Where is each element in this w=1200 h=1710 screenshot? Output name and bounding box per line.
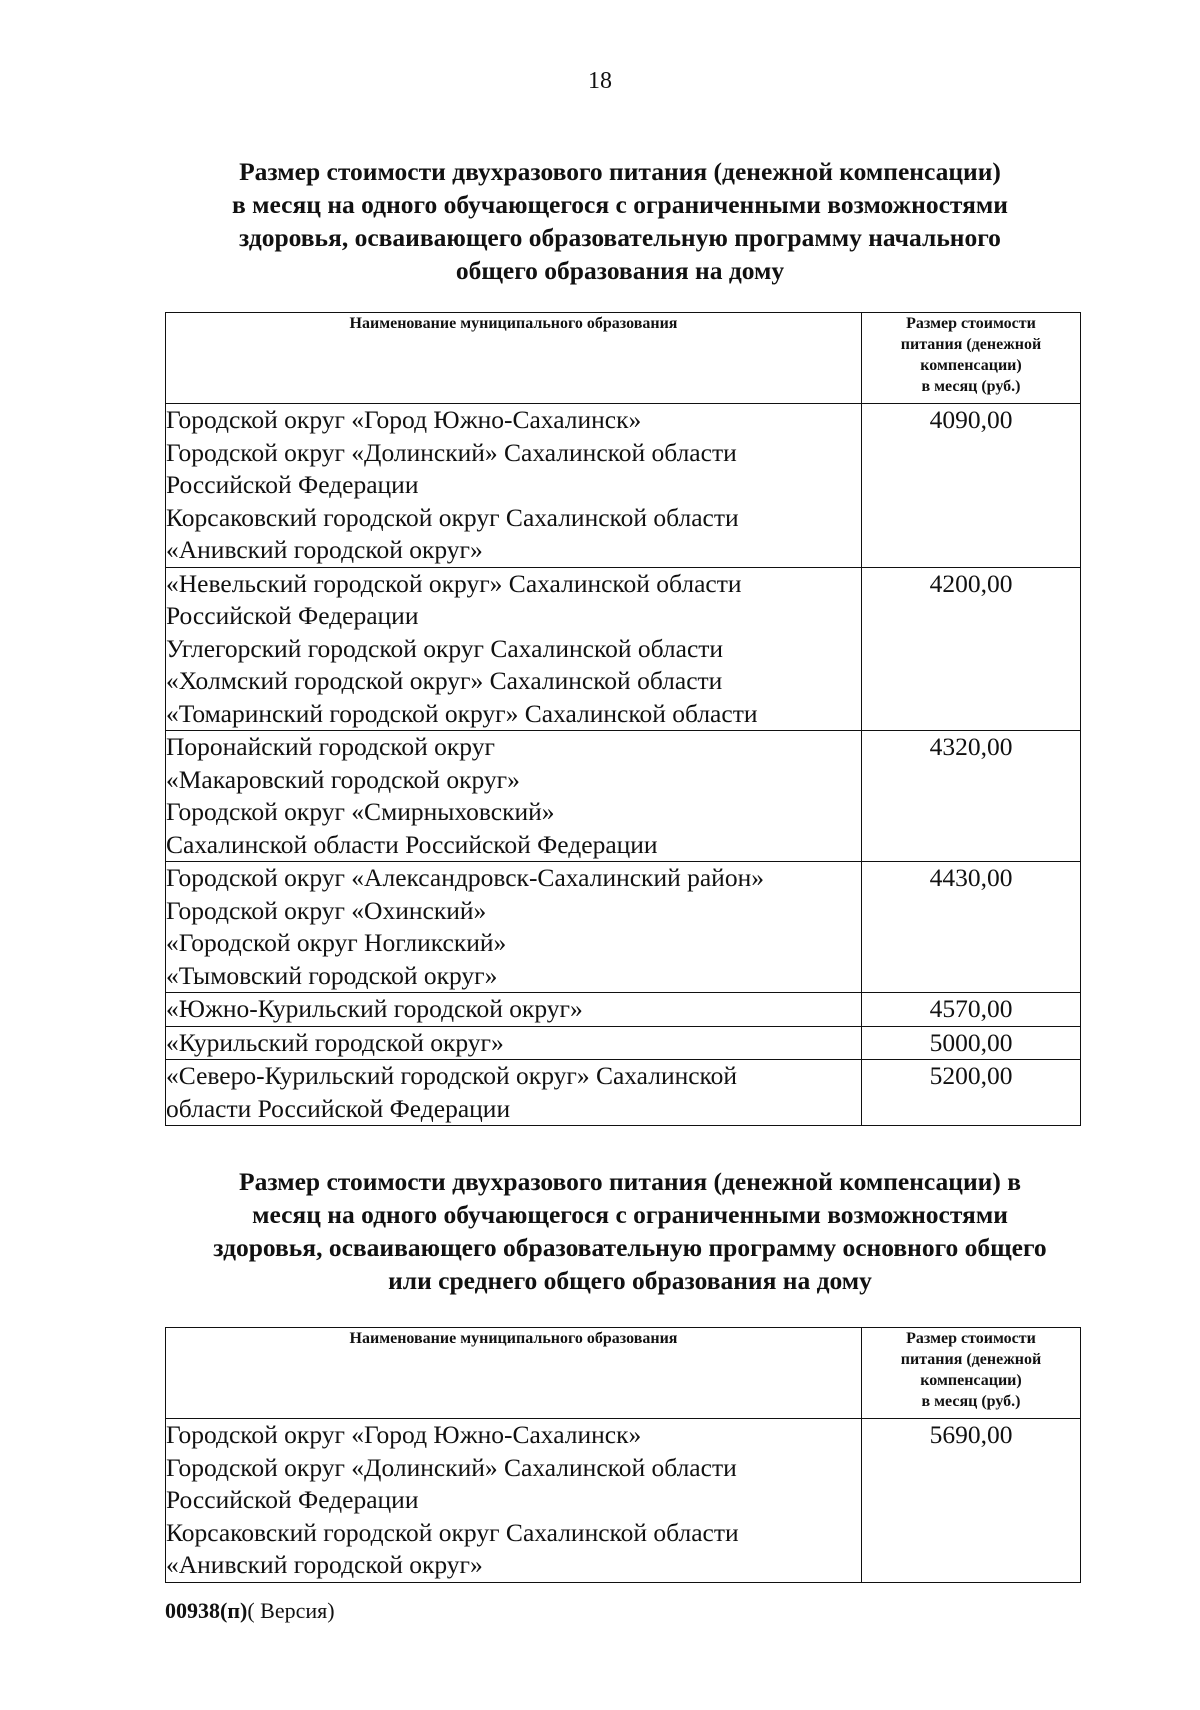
municipality-cell bbox=[166, 567, 862, 731]
title-line: общего образования на дому bbox=[455, 256, 785, 285]
municipality-name: Углегорский городской округ Сахалинской области bbox=[166, 633, 724, 663]
municipality-name: Российской Федерации bbox=[166, 1485, 419, 1514]
price-cell: 5200,00 bbox=[862, 1060, 1081, 1126]
title-line: Размер стоимости двухразового питания (денежной компенсации) в bbox=[239, 1167, 1021, 1196]
rates-table-primary bbox=[165, 312, 1081, 1126]
municipality-name: «Холмский городской округ» Сахалинской области bbox=[166, 666, 723, 695]
table-row bbox=[166, 1060, 1081, 1126]
municipality-name: Городской округ «Александровск-Сахалинский район» bbox=[166, 863, 764, 892]
municipality-name: «Невельский городской округ» Сахалинской области bbox=[166, 568, 742, 598]
title-line: в месяц на одного обучающегося с ограниченными возможностями bbox=[232, 190, 1008, 219]
page-number: 18 bbox=[588, 68, 612, 94]
municipality-name: Сахалинской области Российской Федерации bbox=[166, 829, 658, 859]
section-title-primary bbox=[165, 155, 1075, 287]
municipality-name: Российской Федерации bbox=[166, 470, 419, 499]
price-cell: 4430,00 bbox=[862, 862, 1081, 993]
table-row bbox=[166, 731, 1081, 862]
title-line: месяц на одного обучающегося с ограниченными возможностями bbox=[252, 1200, 1008, 1229]
municipality-name: Городской округ «Долинский» Сахалинской области bbox=[166, 1452, 737, 1482]
title-line: Размер стоимости двухразового питания (денежной компенсации) bbox=[239, 157, 1001, 186]
title-line: или среднего общего образования на дому bbox=[388, 1266, 872, 1295]
header-price-line: Размер стоимости bbox=[906, 1330, 1036, 1347]
title-line: здоровья, осваивающего образовательную программу основного общего bbox=[213, 1233, 1047, 1262]
municipality-name: «Тымовский городской округ» bbox=[166, 960, 498, 990]
price-cell: 4320,00 bbox=[862, 731, 1081, 862]
header-price-line: питания (денежной bbox=[900, 1351, 1042, 1368]
municipality-cell bbox=[166, 1419, 862, 1583]
table-row bbox=[166, 862, 1081, 993]
municipality-cell bbox=[166, 731, 862, 862]
municipality-cell bbox=[166, 1026, 862, 1060]
header-price-line: компенсации) bbox=[920, 357, 1022, 374]
municipality-name: Корсаковский городской округ Сахалинской области bbox=[166, 502, 739, 532]
header-price bbox=[862, 1328, 1081, 1419]
municipality-name: «Городской округ Ногликский» bbox=[166, 928, 507, 957]
table-row bbox=[166, 1026, 1081, 1060]
municipality-cell bbox=[166, 404, 862, 568]
header-municipality: Наименование муниципального образования bbox=[166, 313, 862, 404]
price-cell: 4200,00 bbox=[862, 567, 1081, 731]
municipality-cell bbox=[166, 862, 862, 993]
header-price-line: в месяц (руб.) bbox=[921, 1393, 1021, 1410]
municipality-name: Городской округ «Город Южно-Сахалинск» bbox=[166, 405, 642, 434]
table-row bbox=[166, 993, 1081, 1027]
municipality-name: Городской округ «Город Южно-Сахалинск» bbox=[166, 1420, 642, 1449]
table-row bbox=[166, 1419, 1081, 1583]
header-price-line: Размер стоимости bbox=[906, 315, 1036, 332]
header-municipality: Наименование муниципального образования bbox=[166, 1328, 862, 1419]
municipality-name: области Российской Федерации bbox=[166, 1093, 511, 1123]
price-cell: 5690,00 bbox=[862, 1419, 1081, 1583]
table-row bbox=[166, 404, 1081, 568]
municipality-cell bbox=[166, 1060, 862, 1126]
header-price-line: питания (денежной bbox=[900, 336, 1042, 353]
municipality-name: «Курильский городской округ» bbox=[166, 1027, 504, 1057]
municipality-name: «Макаровский городской округ» bbox=[166, 764, 520, 794]
municipality-name: «Томаринский городской округ» Сахалинской области bbox=[166, 698, 758, 728]
municipality-name: «Северо-Курильский городской округ» Сахалинской bbox=[166, 1061, 738, 1090]
municipality-name: «Южно-Курильский городской округ» bbox=[166, 994, 583, 1023]
rates-table-secondary bbox=[165, 1327, 1081, 1583]
table-row bbox=[166, 567, 1081, 731]
municipality-name: Поронайский городской округ bbox=[166, 732, 495, 761]
municipality-name: Городской округ «Долинский» Сахалинской области bbox=[166, 437, 737, 467]
section-title-secondary bbox=[150, 1165, 1110, 1297]
municipality-name: «Анивский городской округ» bbox=[166, 1550, 483, 1579]
municipality-name: Городской округ «Смирныховский» bbox=[166, 797, 555, 826]
table-header-row bbox=[166, 313, 1081, 404]
header-price-line: в месяц (руб.) bbox=[921, 378, 1021, 395]
document-code: 00938(п) bbox=[165, 1598, 248, 1623]
header-price bbox=[862, 313, 1081, 404]
price-cell: 5000,00 bbox=[862, 1026, 1081, 1060]
price-cell: 4090,00 bbox=[862, 404, 1081, 568]
table-header-row bbox=[166, 1328, 1081, 1419]
municipality-name: Корсаковский городской округ Сахалинской области bbox=[166, 1517, 739, 1547]
municipality-name: Российской Федерации bbox=[166, 601, 419, 630]
municipality-name: «Анивский городской округ» bbox=[166, 535, 483, 564]
document-version: ( Версия) bbox=[247, 1598, 335, 1623]
price-cell: 4570,00 bbox=[862, 993, 1081, 1027]
municipality-cell bbox=[166, 993, 862, 1027]
document-footer bbox=[165, 1598, 335, 1624]
header-price-line: компенсации) bbox=[920, 1372, 1022, 1389]
title-line: здоровья, осваивающего образовательную программу начального bbox=[239, 223, 1001, 252]
municipality-name: Городской округ «Охинский» bbox=[166, 895, 487, 925]
